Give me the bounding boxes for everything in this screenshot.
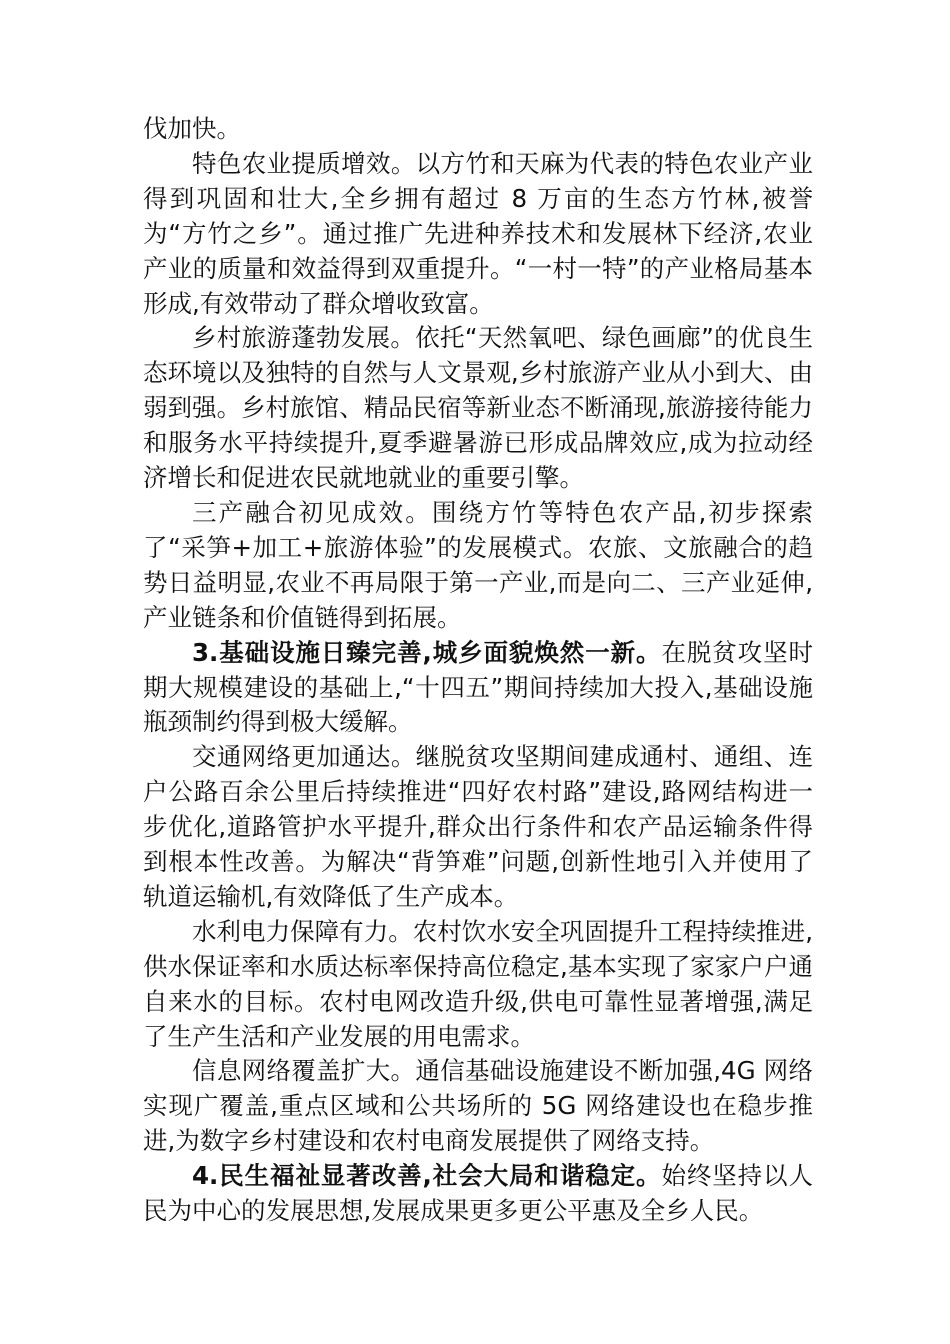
paragraph-text: 信息网络覆盖扩大。通信基础设施建设不断加强,4G 网络实现广覆盖,重点区域和公共场所的 5G 网络建设也在稳步推进,为数字乡村建设和农村电商发展提供了网络支持。 <box>143 1056 813 1156</box>
section-heading: 4.民生福祉显著改善,社会大局和谐稳定。 <box>192 1161 662 1191</box>
paragraph-continuation <box>143 112 813 147</box>
document-page <box>143 112 813 1229</box>
paragraph-text: 特色农业提质增效。以方竹和天麻为代表的特色农业产业得到巩固和壮大,全乡拥有超过 8 万亩的生态方竹林,被誉为“方竹之乡”。通过推广先进种养技术和发展林下经济,农业产业的质量和效益得到双重提升。“一村一特”的产业格局基本形成,有效带动了群众增收致富。 <box>143 148 813 318</box>
paragraph-transport <box>143 740 813 915</box>
paragraph-specialty-agriculture <box>143 147 813 322</box>
paragraph-water-power <box>143 915 813 1055</box>
paragraph-text: 始终坚持以人民为中心的发展思想,发展成果更多更公平惠及全乡人民。 <box>143 1161 814 1226</box>
paragraph-text: 水利电力保障有力。农村饮水安全巩固提升工程持续推进,供水保证率和水质达标率保持高位稳定,基本实现了家家户户通自来水的目标。农村电网改造升级,供电可靠性显著增强,满足了生产生活和产业发展的用电需求。 <box>143 916 813 1051</box>
paragraph-text: 交通网络更加通达。继脱贫攻坚期间建成通村、通组、连户公路百余公里后持续推进“四好农村路”建设,路网结构进一步优化,道路管护水平提升,群众出行条件和农产品运输条件得到根本性改善。为解决“背笋难”问题,创新性地引入并使用了轨道运输机,有效降低了生产成本。 <box>143 742 813 911</box>
paragraph-text: 三产融合初见成效。围绕方竹等特色农产品,初步探索了“采笋+加工+旅游体验”的发展模式。农旅、文旅融合的趋势日益明显,农业不再局限于第一产业,而是向二、三产业延伸,产业链条和价值链得到拓展。 <box>143 497 813 632</box>
paragraph-text: 伐加快。 <box>143 114 241 143</box>
paragraph-text: 乡村旅游蓬勃发展。依托“天然氧吧、绿色画廊”的优良生态环境以及独特的自然与人文景观,乡村旅游产业从小到大、由弱到强。乡村旅馆、精品民宿等新业态不断涌现,旅游接待能力和服务水平持续提升,夏季避暑游已形成品牌效应,成为拉动经济增长和促进农民就地就业的重要引擎。 <box>143 323 813 493</box>
paragraph-industry-integration <box>143 496 813 636</box>
paragraph-information-network <box>143 1054 813 1159</box>
section-heading: 3.基础设施日臻完善,城乡面貌焕然一新。 <box>192 637 662 667</box>
paragraph-text: 在脱贫攻坚时期大规模建设的基础上,“十四五”期间持续加大投入,基础设施瓶颈制约得到极大缓解。 <box>143 637 814 737</box>
paragraph-livelihood <box>143 1159 813 1229</box>
paragraph-infrastructure <box>143 636 813 741</box>
paragraph-rural-tourism <box>143 321 813 496</box>
